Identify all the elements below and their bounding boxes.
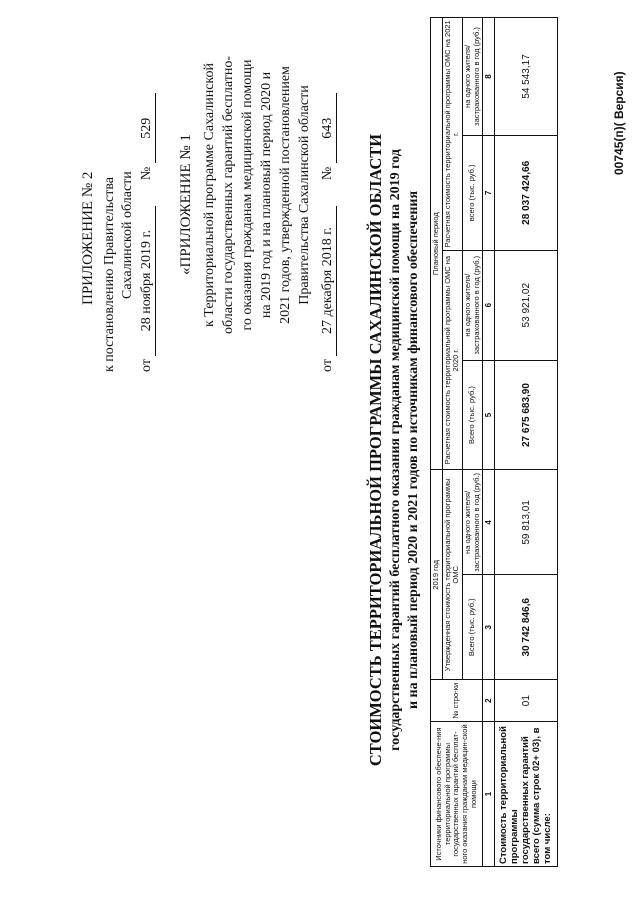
appendix1-line: 2021 годов, утвержденной постановлением — [278, 66, 293, 324]
header-source: Источники финансового обеспече-ния территориальной программы государственных гарантий бесплат-ного оказания гражданам медицин-ской помощи — [431, 722, 483, 867]
appendix1-date-line — [320, 93, 337, 372]
appendix2-title: ПРИЛОЖЕНИЕ № 2 — [80, 171, 96, 305]
header-total: Всего (тыс. руб.) — [462, 360, 482, 470]
appendix1-text — [200, 15, 314, 375]
header-2019: 2019 год — [431, 470, 443, 680]
appendix2-line1: к постановлению Правительства — [102, 176, 117, 372]
appendix1-line: области государственных гарантий бесплатно- — [221, 55, 236, 335]
cell-2021-per-capita: 54 543,17 — [495, 18, 558, 136]
appendix2-no-label: № — [139, 166, 154, 181]
document-heading: СТОИМОСТЬ ТЕРРИТОРИАЛЬНОЙ ПРОГРАММЫ САХАЛИНСКОЙ ОБЛАСТИ — [366, 133, 385, 767]
cell-2019-total: 30 742 846,6 — [495, 575, 558, 680]
cell-2020-per-capita: 53 921,02 — [495, 250, 558, 360]
header-calc-2021: Расчетная стоимость территориальной программы ОМС на 2021 г. — [442, 18, 462, 251]
version-footer: 00745(п)( Версия) — [612, 71, 626, 175]
appendix1-title: «ПРИЛОЖЕНИЕ № 1 — [178, 134, 194, 275]
appendix2-number: 529 — [139, 93, 156, 163]
header-per-capita: на одного жителя/ застрахованного в год (руб.) — [462, 250, 482, 360]
appendix1-no-label: № — [320, 166, 335, 181]
column-number: 8 — [483, 18, 495, 136]
column-number: 2 — [483, 680, 495, 722]
appendix1-number: 643 — [320, 93, 337, 163]
header-plan-period: Плановый период — [431, 18, 443, 470]
header-row-number: № стро-ки — [431, 680, 483, 722]
appendix1-line: на 2019 год и на плановый период 2020 и — [259, 71, 274, 319]
document-subheading: государственных гарантий бесплатного оказания гражданам медицинской помощи на 2019 год — [388, 149, 403, 751]
row-number: 01 — [495, 680, 558, 722]
column-number: 1 — [483, 722, 495, 867]
appendix2-date: 28 ноября 2019 г. — [139, 206, 156, 356]
table-row — [495, 18, 558, 867]
header-per-capita: на одного жителя/ застрахованного в год (руб.) — [462, 18, 482, 136]
appendix1-line: к Территориальной программе Сахалинской — [202, 63, 217, 327]
appendix1-date: 27 декабря 2018 г. — [320, 206, 337, 356]
column-number-row — [483, 18, 495, 867]
appendix2-line2: Сахалинской области — [120, 171, 135, 299]
appendix1-from-label: от — [320, 359, 335, 372]
header-approved-cost: Утвержденная стоимость территориальной программы ОМС — [442, 470, 462, 680]
header-total: всего (тыс. руб.) — [462, 135, 482, 250]
row-label: Стоимость территориальной программы государственных гарантий всего (сумма строк 02+ 03), в том числе: — [495, 722, 558, 867]
column-number: 7 — [483, 135, 495, 250]
appendix1-line: го оказания гражданам медицинской помощи — [240, 59, 255, 331]
cell-2020-total: 27 675 683,90 — [495, 360, 558, 470]
cell-2019-per-capita: 59 813,01 — [495, 470, 558, 575]
appendix2-from-label: от — [139, 359, 154, 372]
column-number: 5 — [483, 360, 495, 470]
column-number: 3 — [483, 575, 495, 680]
table-header-row — [431, 18, 443, 867]
appendix1-line: Правительства Сахалинской области — [297, 85, 312, 305]
cost-table — [430, 17, 558, 867]
cell-2021-total: 28 037 424,66 — [495, 135, 558, 250]
header-total: Всего (тыс. руб.) — [462, 575, 482, 680]
header-per-capita: на одного жителя/ застрахованного в год (руб.) — [462, 470, 482, 575]
document-subheading: и на плановый период 2020 и 2021 годов по источникам финансового обеспечения — [406, 190, 421, 710]
column-number: 4 — [483, 470, 495, 575]
appendix2-date-line — [139, 93, 156, 372]
column-number: 6 — [483, 250, 495, 360]
header-calc-2020: Расчетная стоимость территориальной программы ОМС на 2020 г. — [442, 250, 462, 470]
